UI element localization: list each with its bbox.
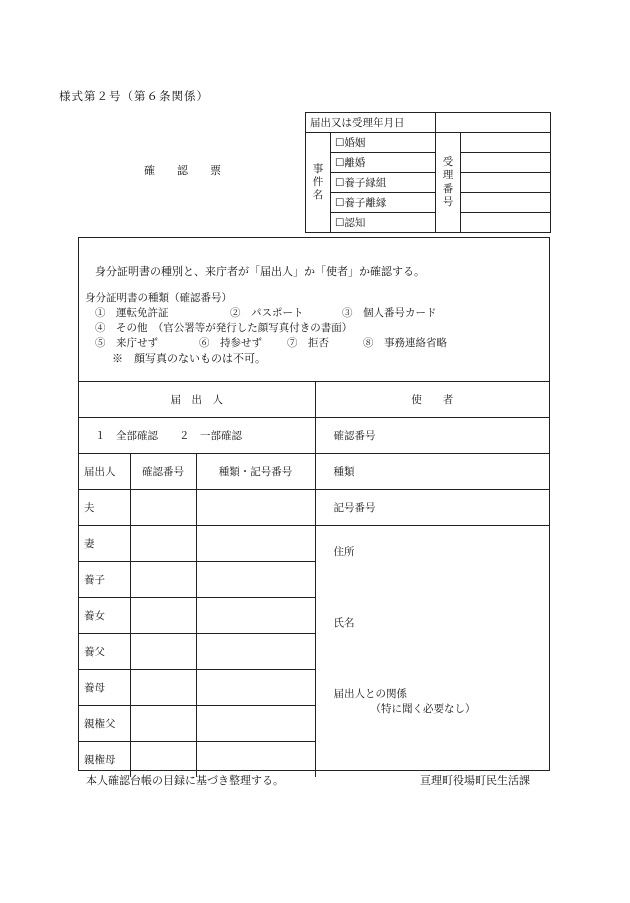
- case-name-label: 事 件 名: [306, 133, 331, 233]
- type-no-cell[interactable]: [196, 490, 315, 526]
- id-types-heading: 身分証明書の種類（確認番号）: [85, 292, 232, 304]
- case-checkbox-acknowledgment[interactable]: ☐認知: [331, 213, 436, 233]
- receipt-number-field[interactable]: [461, 133, 551, 153]
- id-option-line: [95, 320, 352, 335]
- messenger-details-cell: [315, 526, 549, 778]
- confirm-no-cell[interactable]: [130, 490, 196, 526]
- messenger-confirm-no-label: 確認番号: [315, 418, 549, 454]
- confirm-no-cell[interactable]: [130, 706, 196, 742]
- row-label-custodial-father: 親権父: [79, 706, 130, 742]
- col-header-confirm-no: 確認番号: [130, 454, 196, 490]
- messenger-type-label: 種類: [315, 454, 549, 490]
- row-label-custodial-mother: 親権母: [79, 742, 130, 778]
- confirmation-table: [79, 381, 549, 777]
- messenger-symbol-no-label: 記号番号: [315, 490, 549, 526]
- photo-note: ※ 顔写真のないものは不可。: [112, 352, 266, 365]
- receipt-number-field[interactable]: [461, 153, 551, 173]
- id-option: ⑤ 来庁せず: [95, 337, 158, 349]
- id-option: ② パスポート: [230, 307, 304, 319]
- row-label-adoptive-mother: 養母: [79, 670, 130, 706]
- confirm-no-cell[interactable]: [130, 634, 196, 670]
- messenger-header: 使 者: [315, 382, 549, 418]
- confirm-no-cell[interactable]: [130, 562, 196, 598]
- case-checkbox-adoption-dissolution[interactable]: ☐養子離縁: [331, 193, 436, 213]
- messenger-relation-note: （特に聞く必要なし）: [370, 703, 476, 715]
- applicant-header: 届 出 人: [79, 382, 315, 418]
- col-header-person: 届出人: [79, 454, 130, 490]
- receipt-number-field[interactable]: [461, 173, 551, 193]
- receipt-date-field[interactable]: [436, 113, 551, 133]
- id-option: ⑧ 事務連絡省略: [363, 337, 447, 349]
- case-checkbox-divorce[interactable]: ☐離婚: [331, 153, 436, 173]
- case-checkbox-adoption[interactable]: ☐養子縁組: [331, 173, 436, 193]
- id-option: ③ 個人番号カード: [342, 307, 437, 319]
- instructions-lead: 身分証明書の種別と、来庁者が「届出人」か「使者」か確認する。: [95, 265, 425, 278]
- confirm-scope-options[interactable]: １ 全部確認 ２ 一部確認: [79, 418, 315, 454]
- document-title: 確 認 票: [144, 164, 221, 177]
- row-label-husband: 夫: [79, 490, 130, 526]
- messenger-relation-label: 届出人との関係: [333, 688, 407, 700]
- col-header-type-no: 種類・記号番号: [196, 454, 315, 490]
- footer-department: 亘理町役場町民生活課: [420, 774, 530, 787]
- receipt-number-field[interactable]: [461, 213, 551, 233]
- id-option: ⑥ 持参せず: [199, 337, 262, 349]
- confirm-no-cell[interactable]: [130, 526, 196, 562]
- confirm-no-cell[interactable]: [130, 670, 196, 706]
- type-no-cell[interactable]: [196, 598, 315, 634]
- id-option: ① 運転免許証: [95, 307, 169, 319]
- row-label-adoptive-father: 養父: [79, 634, 130, 670]
- row-label-adopted-son: 養子: [79, 562, 130, 598]
- messenger-name-label: 氏名: [333, 617, 355, 629]
- instructions-section: [79, 238, 549, 382]
- form-number-label: 様式第２号（第６条関係）: [59, 89, 209, 103]
- row-label-wife: 妻: [79, 526, 130, 562]
- receipt-number-field[interactable]: [461, 193, 551, 213]
- messenger-address-label: 住所: [333, 546, 355, 558]
- receipt-number-label: 受 理 番 号: [436, 133, 461, 233]
- row-label-adopted-daughter: 養女: [79, 598, 130, 634]
- confirm-no-cell[interactable]: [130, 598, 196, 634]
- receipt-table: [305, 112, 551, 233]
- type-no-cell[interactable]: [196, 562, 315, 598]
- id-option-line: [95, 305, 437, 320]
- id-option: ⑦ 拒否: [287, 337, 329, 349]
- footer-note: 本人確認台帳の目録に基づき整理する。: [86, 774, 284, 787]
- type-no-cell[interactable]: [196, 634, 315, 670]
- receipt-date-label: 届出又は受理年月日: [306, 113, 436, 133]
- case-checkbox-marriage[interactable]: ☐婚姻: [331, 133, 436, 153]
- type-no-cell[interactable]: [196, 526, 315, 562]
- type-no-cell[interactable]: [196, 670, 315, 706]
- type-no-cell[interactable]: [196, 706, 315, 742]
- id-option: ④ その他 （官公署等が発行した顔写真付きの書面）: [95, 322, 353, 334]
- confirmation-frame: [78, 237, 550, 771]
- id-option-line: [95, 335, 447, 350]
